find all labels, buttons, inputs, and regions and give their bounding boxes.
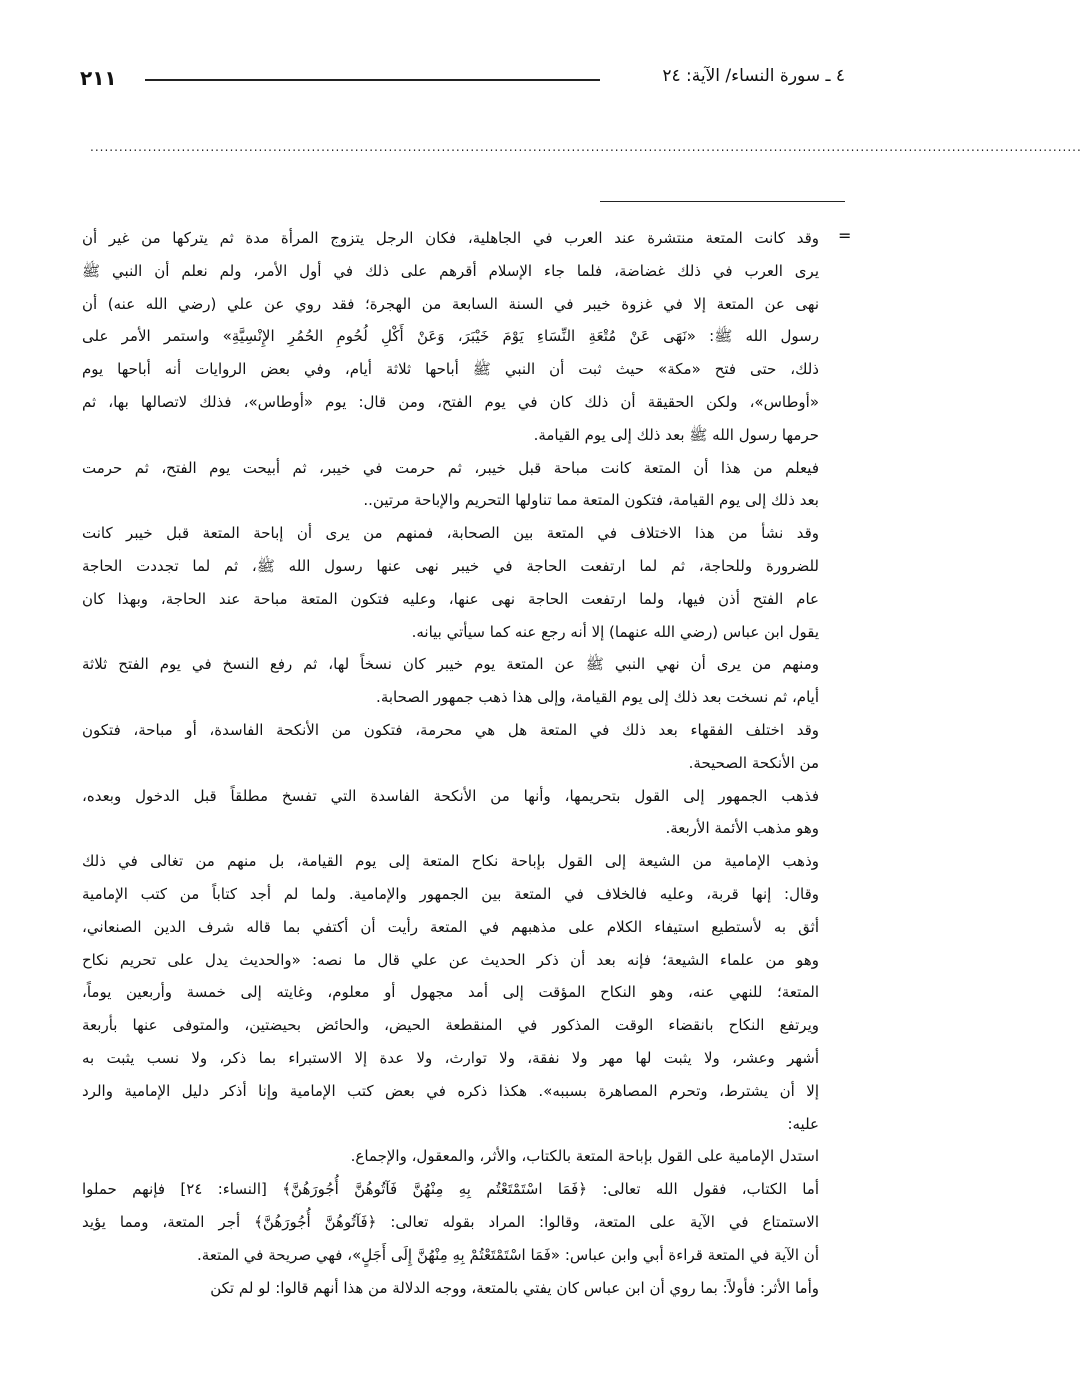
text-line: وقال: إنها قربة، وعليه فالخلاف في المتعة بين الجمهور والإمامية. ولما لم أجد كتاباً من كتب الإمامية xyxy=(82,884,819,903)
text-line: أما الكتاب، فقول الله تعالى: ﴿فَمَا اسْتَمْتَعْتُم بِهِ مِنْهُنَّ فَآتُوهُنَّ أُجُورَهُنَّ﴾ [النساء: ٢٤] فإنهم حملوا xyxy=(82,1180,819,1199)
text-line: أيام، ثم نسخت بعد ذلك إلى يوم القيامة، وإلى هذا ذهب جمهور الصحابة. xyxy=(376,688,819,707)
text-line: حرمها رسول الله ﷺ بعد ذلك إلى يوم القيامة. xyxy=(533,425,819,444)
text-line: ذلك، حتى فتح «مكة» حيث ثبت أن النبي ﷺ أباحها ثلاثة أيام، وفي بعض الروايات أنه أباحها يوم xyxy=(82,360,819,379)
text-line: وقد نشأ من هذا الاختلاف في المتعة بين الصحابة، فمنهم من يرى أن إباحة المتعة قبل خيبر كانت xyxy=(82,524,819,543)
text-line: ومنهم من يرى أن نهي النبي ﷺ عن المتعة يوم خيبر كان نسخاً لها، ثم رفع النسخ في يوم الفتح ثلاثة xyxy=(82,655,819,674)
text-line: أن الآية في المتعة قراءة أبي وابن عباس: «فَمَا اسْتَمْتَعْتُمْ بِهِ مِنْهُنَّ إِلَى أَجَلٍ»، فهي صريحة في المتعة. xyxy=(197,1245,819,1264)
text-line: رسول الله ﷺ: «نَهَى عَنْ مُتْعَةِ النِّسَاءِ يَوْمَ خَيْبَرَ، وَعَنْ أَكْلِ لُحُومِ الحُمُرِ الإِنْسِيَّةِ» واستمر الأمر على xyxy=(82,327,819,346)
text-line: وأما الأثر: فأولاً: بما روي أن ابن عباس كان يفتي بالمتعة، ووجه الدلالة من هذا أنهم قالوا: لو لم تكن xyxy=(210,1278,819,1297)
paragraph xyxy=(82,222,819,452)
continuation-mark: = xyxy=(838,226,852,245)
dotted-separator: .............................................................................................................................................................................................................. xyxy=(90,140,1082,154)
text-line: استدل الإمامية على القول بإباحة المتعة بالكتاب، والأثر، والمعقول، والإجماع. xyxy=(350,1147,819,1166)
page-body xyxy=(82,222,819,1304)
paragraph xyxy=(82,845,819,1140)
text-line: أشهر وعشر، ولا يثبت لها مهر ولا نفقة، ولا توارث، ولا عدة إلا الاستبراء بما ذكر، ولا نسب يثبت به xyxy=(82,1048,819,1067)
paragraph xyxy=(82,780,819,846)
text-line: بعد ذلك إلى يوم القيامة، فتكون المتعة مما تناولها التحريم والإباحة مرتين.. xyxy=(363,491,819,510)
paragraph xyxy=(82,1272,819,1305)
text-line: وقد كانت المتعة منتشرة عند العرب في الجاهلية، فكان الرجل يتزوج المرأة مدة ثم يتركها من غير أن xyxy=(82,229,819,247)
text-line: يرى العرب في ذلك غضاضة، فلما جاء الإسلام أقرهم على ذلك في أول الأمر، ولم نعلم أن النبي ﷺ xyxy=(82,261,819,280)
text-line: نهى عن المتعة إلا في غزوة خيبر في السنة السابعة من الهجرة؛ فقد روي عن علي (رضي الله عنه) أن xyxy=(82,294,819,313)
text-line: عليه: xyxy=(787,1114,819,1133)
header-rule xyxy=(145,79,600,81)
paragraph xyxy=(82,648,819,714)
text-line: فيعلم من هذا أن المتعة كانت مباحة قبل خيبر، ثم حرمت في خيبر، ثم أبيحت يوم الفتح، ثم حرمت xyxy=(82,458,819,477)
text-line: «أوطاس»، ولكن الحقيقة أن ذلك كان في يوم الفتح، ومن قال: يوم «أوطاس»، فذلك لاتصالها بها، ثم xyxy=(82,392,819,411)
text-line: من الأنكحة الصحيحة. xyxy=(688,753,819,772)
text-line: يقول ابن عباس (رضي الله عنهما) إلا أنه رجع عنه كما سيأتي بيانه. xyxy=(411,622,819,641)
text-line: وقد اختلف الفقهاء بعد ذلك في المتعة هل هي محرمة، فتكون من الأنكحة الفاسدة، أو مباحة، فتكون xyxy=(82,720,819,739)
text-line: إلا أن يشترط، وتحرم المصاهرة بسببه». هكذا ذكره في بعض كتب الإمامية وإنا أذكر دليل الإمامية والرد xyxy=(82,1081,819,1100)
footnote-rule xyxy=(600,201,845,202)
text-line: عام الفتح أذن فيها، ولما ارتفعت الحاجة نهى عنها، وعليه فتكون المتعة مباحة عند الحاجة، وبهذا كان xyxy=(82,589,819,608)
text-line: الاستمتاع في الآية على المتعة، وقالوا: المراد بقوله تعالى: ﴿فَآتُوهُنَّ أُجُورَهُنَّ﴾ أجر المتعة، ومما يؤيد xyxy=(82,1212,819,1231)
paragraph xyxy=(82,517,819,648)
page-number: ٢١١ xyxy=(80,66,117,90)
paragraph xyxy=(82,1173,819,1271)
text-line: وهو مذهب الأئمة الأربعة. xyxy=(665,819,819,838)
text-line: للضرورة وللحاجة، ثم لما ارتفعت الحاجة في خيبر نهى عنها رسول الله ﷺ، ثم لما تجددت الحاجة xyxy=(82,556,819,575)
paragraph xyxy=(82,1140,819,1173)
text-line: وذهب الإمامية من الشيعة إلى القول بإباحة نكاح المتعة إلى يوم القيامة، بل منهم من تغالى في ذلك xyxy=(82,852,819,871)
text-line: أثق به لأستطيع استيفاء الكلام على مذهبهم في المتعة رأيت أن أكتفي بما قاله شرف الدين الصنعاني، xyxy=(82,917,819,936)
text-line: ويرتفع النكاح بانقضاء الوقت المذكور في المنقطعة الحيض، والحائض بحيضتين، والمتوفى عنها بأربعة xyxy=(82,1016,819,1035)
text-line: المتعة؛ للنهي عنه، وهو النكاح المؤقت إلى أمد مجهول أو معلوم، وغايته إلى خمسة وأربعين يوماً، xyxy=(82,983,819,1002)
paragraph xyxy=(82,452,819,518)
running-title: ٤ ـ سورة النساء/ الآية: ٢٤ xyxy=(662,66,845,86)
page-header xyxy=(80,64,845,94)
paragraph xyxy=(82,714,819,780)
text-line: وهو من علماء الشيعة؛ فإنه بعد أن ذكر الحديث عن علي قال ما نصه: «والحديث يدل على تحريم نكاح xyxy=(82,950,819,969)
text-line: فذهب الجمهور إلى القول بتحريمها، وأنها من الأنكحة الفاسدة التي تفسخ مطلقاً قبل الدخول وبعده، xyxy=(82,786,819,805)
